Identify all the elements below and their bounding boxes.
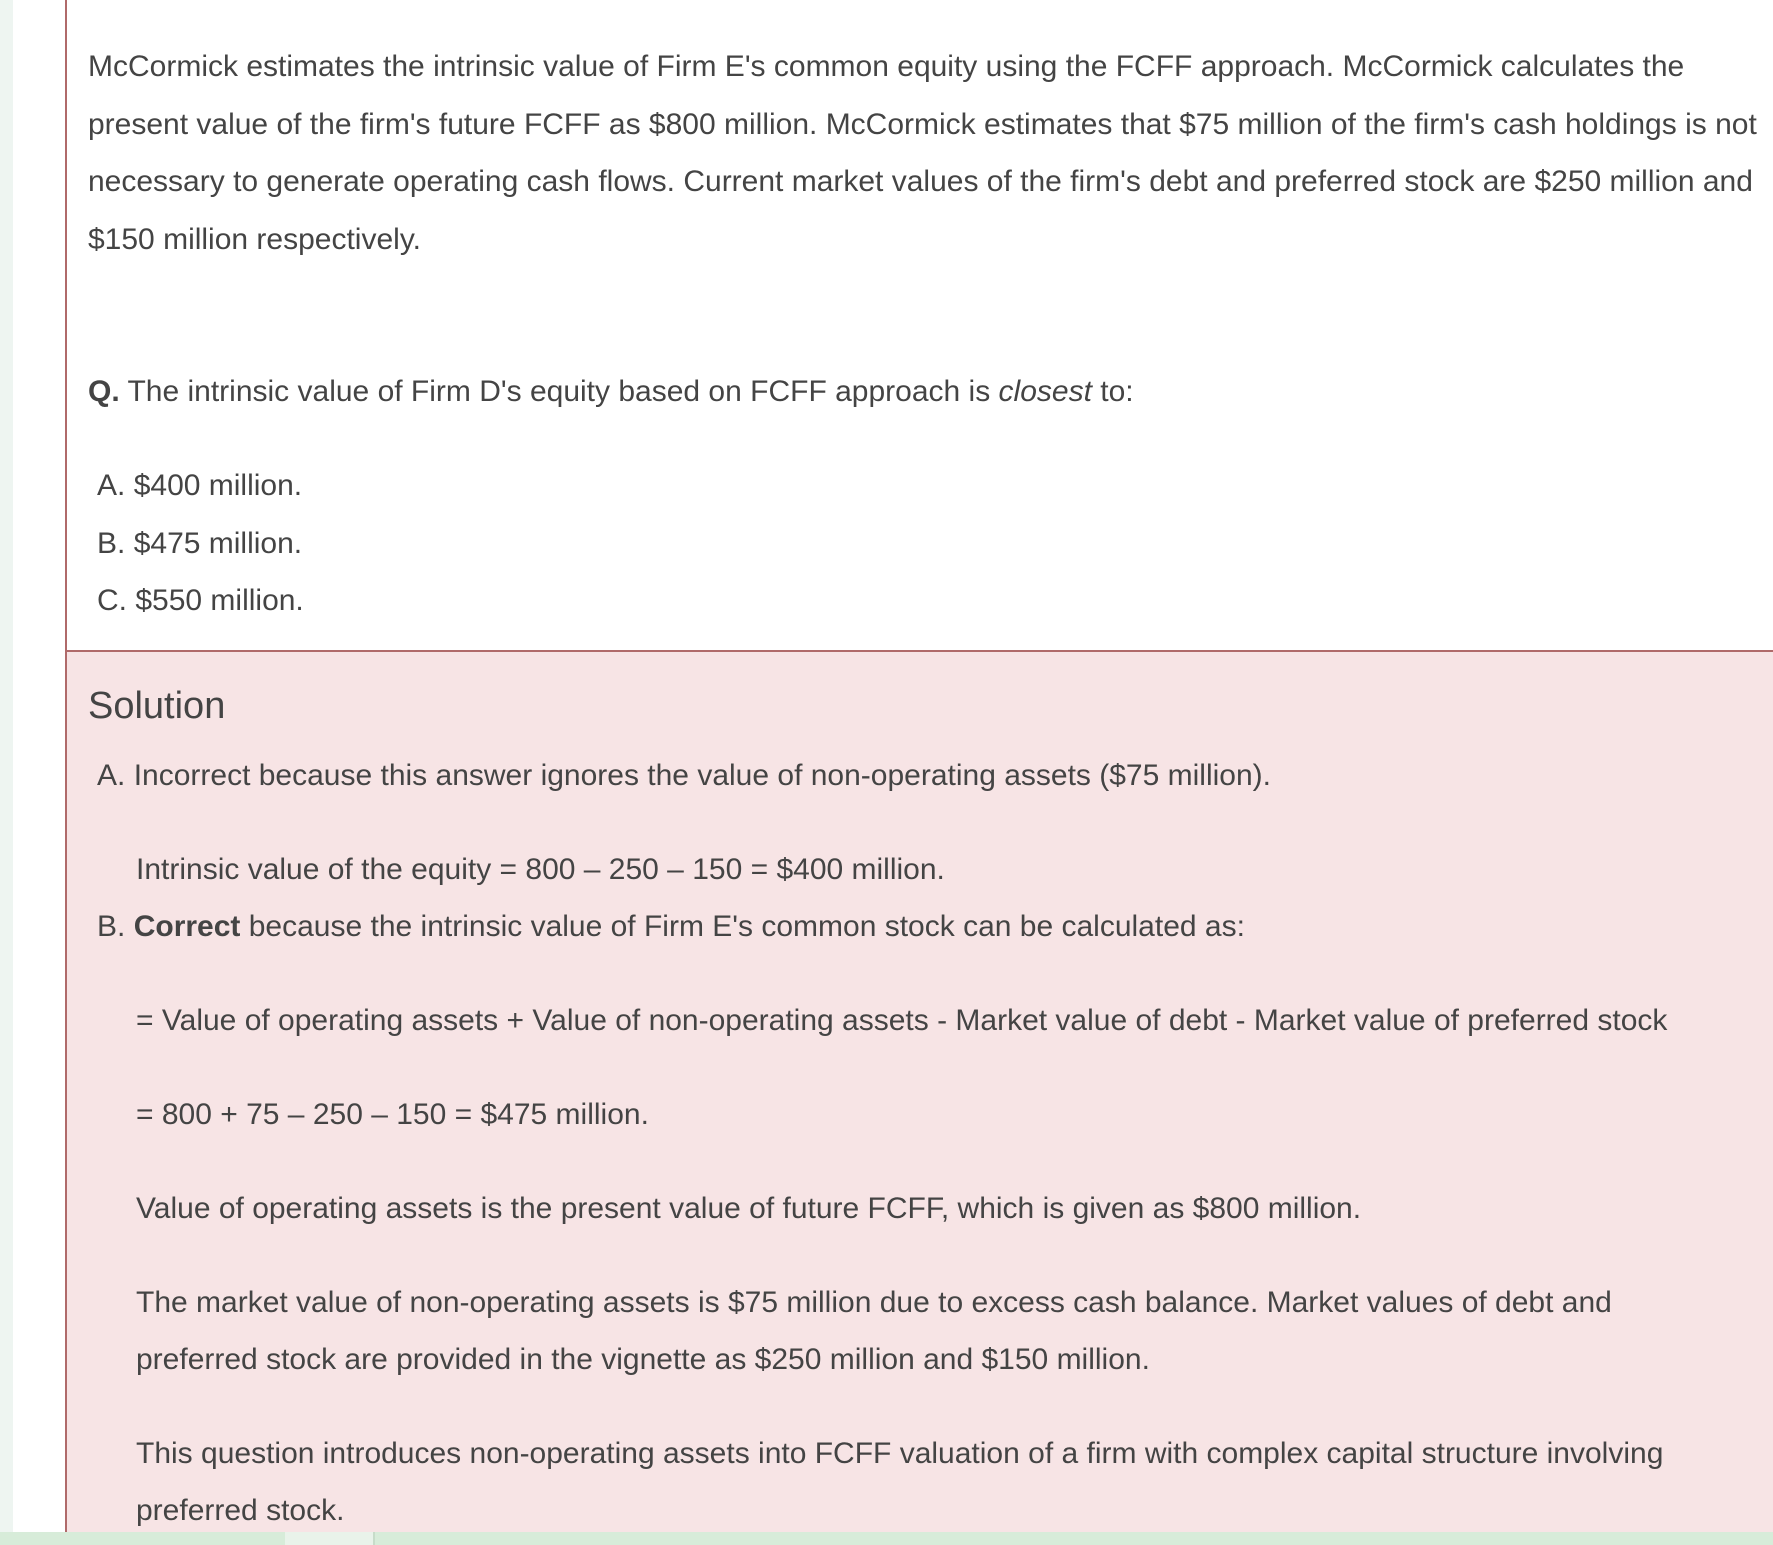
solution-a-calculation: Intrinsic value of the equity = 800 – 250 – 150 = $400 million. — [136, 853, 945, 886]
solution-b-letter: B. — [97, 910, 126, 943]
solution-a-letter: A. — [97, 759, 126, 792]
solution-a-text: Incorrect because this answer ignores the value of non-operating assets ($75 million). — [133, 759, 1271, 792]
solution-b-formula: = Value of operating assets + Value of non-operating assets - Market value of debt - Market value of preferred stock — [136, 1004, 1668, 1037]
option-c[interactable] — [97, 576, 304, 634]
solution-title: Solution — [88, 685, 226, 727]
solution-b-note-operating: Value of operating assets is the present value of future FCFF, which is given as $800 million. — [136, 1192, 1362, 1225]
option-letter: A. — [97, 469, 126, 502]
option-text: $475 million. — [133, 526, 303, 560]
question-text-before: The intrinsic value of Firm D's equity based on FCFF approach is — [119, 375, 999, 408]
question-label: Q. — [88, 375, 120, 408]
option-letter: B. — [97, 526, 126, 560]
question-panel — [65, 0, 1773, 1532]
solution-area — [67, 652, 1773, 1532]
option-letter: C. — [97, 584, 127, 617]
left-margin — [13, 0, 65, 1545]
question-text-after: to: — [1091, 375, 1134, 408]
solution-b-correct: Correct — [133, 910, 241, 943]
option-text: $400 million. — [133, 469, 303, 502]
question-stem — [88, 368, 1134, 416]
solution-b-note-nonoperating-1: The market value of non-operating assets is $75 million due to excess cash balance. Market values of debt and — [136, 1286, 1612, 1319]
option-b[interactable] — [97, 519, 304, 577]
bottom-scroll-bar[interactable] — [0, 1532, 1773, 1545]
vignette-passage: McCormick estimates the intrinsic value of Firm E's common equity using the FCFF approach. McCormick calculates the present value of the firm's future FCFF as $800 million. McCormick estimates that $75 million of the firm's cash holdings is not necessary to generate operating cash flows. Current market values of the firm's debt and preferred stock are $250 million and $150 million respectively. — [88, 50, 1757, 256]
answer-options — [97, 461, 304, 634]
question-emphasis: closest — [998, 375, 1092, 408]
solution-b-note-summary-1: This question introduces non-operating assets into FCFF valuation of a firm with complex capital structure involving — [136, 1437, 1664, 1470]
left-gutter — [0, 0, 13, 1545]
solution-b-note-summary-2: preferred stock. — [136, 1494, 345, 1527]
scrollbar-thumb[interactable] — [285, 1532, 375, 1545]
solution-b-calculation: = 800 + 75 – 250 – 150 = $475 million. — [136, 1098, 649, 1131]
option-text: $550 million. — [135, 584, 304, 617]
solution-option-b — [97, 898, 1245, 956]
solution-b-text: because the intrinsic value of Firm E's common stock can be calculated as: — [240, 910, 1245, 943]
solution-option-a — [97, 747, 1271, 805]
solution-b-note-nonoperating-2: preferred stock are provided in the vignette as $250 million and $150 million. — [136, 1343, 1150, 1376]
option-a[interactable] — [97, 461, 304, 519]
question-area — [67, 0, 1773, 650]
